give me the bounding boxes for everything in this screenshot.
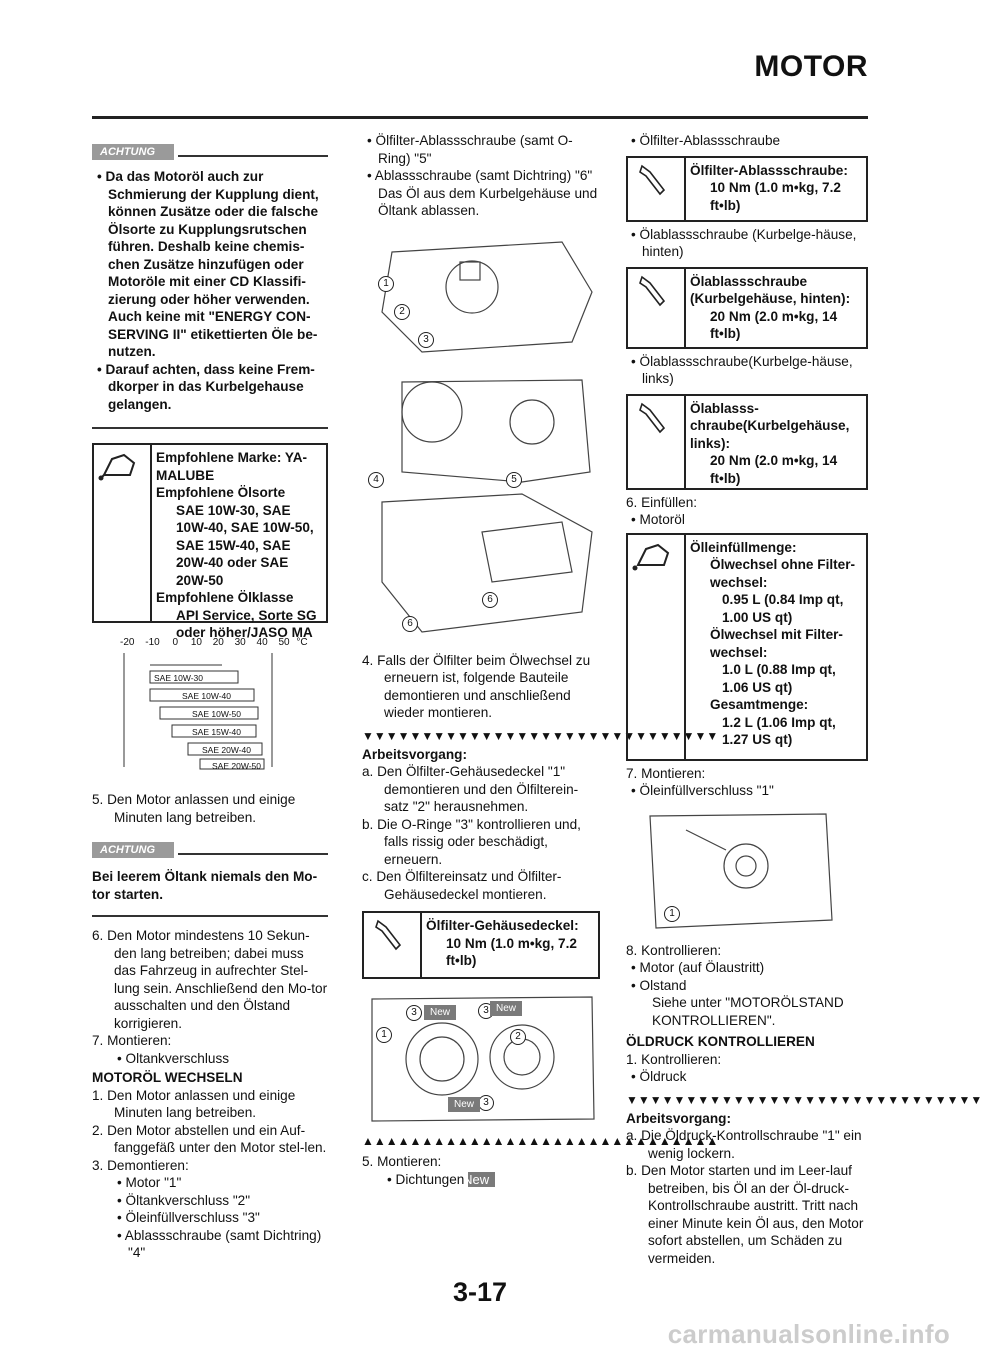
oil-can-icon [94, 445, 152, 621]
watermark: carmanualsonline.info [667, 1319, 950, 1349]
chart-ticks [120, 637, 308, 649]
tick-label: 50 [278, 637, 290, 648]
recommended-oil-box: Empfohlene Marke: YA-MALUBE Empfohlene Ölsorte SAE 10W-30, SAE 10W-40, SAE 10W-50, SAE 15W-40, SAE 20W-40 oder SAE 20W-50 Empfohlene Ölklasse API Service, Sorte SG oder höher/JASO MA [92, 443, 328, 623]
bar-label: SAE 20W-50 [212, 761, 261, 771]
section-heading: ÖLDRUCK KONTROLLIEREN [626, 1034, 815, 1049]
header-rule [92, 116, 868, 119]
tick-label: 20 [212, 637, 224, 648]
torque-box: Ölfilter-Gehäusedeckel: 10 Nm (1.0 m•kg, 7.2 ft•lb) [362, 911, 600, 979]
torque-box: Ölablassschraube (Kurbelgehäuse, hinten): 20 Nm (2.0 m•kg, 14 ft•lb) [626, 267, 868, 349]
tick-label: -10 [145, 637, 160, 648]
warning-header [92, 142, 328, 164]
tick-label: -20 [120, 637, 135, 648]
bar-label: SAE 10W-50 [192, 709, 241, 719]
warning-bullet: • Da das Motoröl auch zur Schmierung der Kupplung dient, können Zusätze oder die falsche Ölsorte zu Kupplungsrutschen führen. Deshalb keine chemis-chen Zusätze hinzufügen oder Motoröle mit einer CD Klassifi-zierung oder höher verwenden. Auch keine mit "ENERGY CON-SERVING II" etikettierten Öle be-nutzen. [97, 169, 319, 359]
warning-tag: ACHTUNG [92, 144, 174, 160]
warning-header [92, 840, 328, 862]
bar-label: SAE 15W-40 [192, 727, 241, 737]
step-1: 1. Den Motor anlassen und einige Minuten lang betreiben. [92, 1087, 296, 1120]
tick-label: 0 [172, 637, 179, 648]
step-7: 7. Montieren: [92, 1033, 172, 1048]
step-5: 5. Den Motor anlassen und einige Minuten lang betreiben. [92, 792, 296, 825]
torque-box: Ölfilter-Ablassschraube: 10 Nm (1.0 m•kg, 7.2 ft•lb) [626, 156, 868, 222]
torque-box: Ölablasss-chraube(Kurbelgehäuse, links): 20 Nm (2.0 m•kg, 14 ft•lb) [626, 394, 868, 490]
engine-drawing [362, 232, 600, 644]
step-6: 6. Den Motor mindestens 10 Sekun-den lang betreiben; dabei muss das Fahrzeug in aufrechter Stel-lung sein. Anschließend den Mo-tor ausschalten und den Ölstand korrigieren. [92, 928, 328, 1031]
procedure-start-marker: ▼▼▼▼▼▼▼▼▼▼▼▼▼▼▼▼▼▼▼▼▼▼▼▼▼▼▼▼▼▼ [626, 1092, 982, 1107]
column-2: • Ölfilter-Ablassschraube (samt O-Ring) "5" • Ablassschraube (samt Dichtring) "6" Das Öl aus dem Kurbelgehäuse und Öltank ablassen. 1 2 3 4 5 6 6 4. Falls der Ölfilter beim Ölwechsel zu erneuern ist, folgende Bauteile demontieren und anschließend wieder montieren. ▼▼▼▼▼▼▼▼▼▼▼▼▼▼▼▼▼▼▼▼▼▼▼▼▼▼▼▼▼▼ Arbeitsvorgang: a. Den Ölfilter-Gehäusedeckel "1" demontieren und den Ölfilterein-satz "2" herausnehmen. b. Die O-Ringe "3" kontrollieren und, falls rissig oder beschädigt, erneuern. c. Den Ölfiltereinsatz und Ölfilter-Gehäusedeckel montieren. Ölfilter-Gehäusedeckel: 10 Nm (1.0 m•kg, 7.2 ft•lb) 1 3 3 2 3 New New New ▲▲▲▲▲▲▲▲▲▲▲▲▲▲▲▲▲▲▲▲▲▲▲▲▲▲▲▲▲▲ 5. Montieren: • Dichtungen New [362, 133, 719, 1187]
wrench-icon [364, 913, 422, 977]
bar-label: SAE 10W-30 [154, 673, 203, 683]
wrench-icon [628, 396, 686, 488]
procedure-start-marker: ▼▼▼▼▼▼▼▼▼▼▼▼▼▼▼▼▼▼▼▼▼▼▼▼▼▼▼▼▼▼ [362, 728, 719, 743]
page-title: MOTOR [754, 50, 868, 83]
oil-filter-illustration: 1 3 3 2 3 New New New [362, 989, 600, 1129]
tick-label: 10 [190, 637, 202, 648]
bar-label: SAE 20W-40 [202, 745, 251, 755]
step-2: 2. Den Motor abstellen und ein Auf-fanggefäß unter den Motor stel-len. [92, 1122, 327, 1155]
tick-label: 30 [234, 637, 246, 648]
oil-filler-illustration: 1 [626, 810, 868, 934]
warning-text: Bei leerem Öltank niemals den Mo-tor starten. [92, 869, 318, 902]
oil-capacity-box: Ölleinfüllmenge: Ölwechsel ohne Filter-wechsel: 0.95 L (0.84 Imp qt, 1.00 US qt) Ölwechsel mit Filter-wechsel: 1.0 L (0.88 Imp qt, 1.06 US qt) Gesamtmenge: 1.2 L (1.06 Imp qt, 1.27 US qt) [626, 533, 868, 761]
column-3: • Ölfilter-Ablassschraube Ölfilter-Ablassschraube: 10 Nm (1.0 m•kg, 7.2 ft•lb) • Ölablassschraube (Kurbelge-häuse, hinten) Ölablassschraube (Kurbelgehäuse, hinten): 20 Nm (2.0 m•kg, 14 ft•lb) • Ölablassschraube(Kurbelge-häuse, links) Ölablasss-chraube(Kurbelgehäuse, links): 20 Nm (2.0 m•kg, 14 ft•lb) 6. Einfüllen: • Motoröl Ölleinfüllmenge: Ölwechsel ohne Filter-wechsel: 0.95 L (0.84 Imp qt, 1.00 US qt) Ölwechsel mit Filter-wechsel: 1.0 L (0.88 Imp qt, 1.06 US qt) Gesamtmenge: 1.2 L (1.06 Imp qt, 1.27 US qt) 7. Montieren: • Öleinfüllverschluss "1" 1 8. Kontrollieren: • Motor (auf Ölaustritt) • Olstand Siehe unter "MOTORÖLSTAND KONTROLLIEREN". ÖLDRUCK KONTROLLIEREN 1. Kontrollieren: • Öldruck ▼▼▼▼▼▼▼▼▼▼▼▼▼▼▼▼▼▼▼▼▼▼▼▼▼▼▼▼▼▼ Arbeitsvorgang: a. Die Öldruck-Kontrollschraube "1" ein wenig lockern. b. Den Motor starten und im Leer-lauf betreiben, bis Öl an der Öl-druck-Kontrollschraube austritt. Tritt nach einer Minute kein Öl aus, den Motor sofort abstellen, um Schäden zu vermeiden. [626, 133, 982, 1266]
tick-label: 40 [256, 637, 268, 648]
step-4: 4. Falls der Ölfilter beim Ölwechsel zu erneuern ist, folgende Bauteile demontieren und anschließend wieder montieren. [362, 652, 591, 720]
wrench-icon [628, 158, 686, 220]
page-number: 3-17 [452, 1277, 508, 1307]
column-1: ACHTUNG • Da das Motoröl auch zur Schmierung der Kupplung dient, können Zusätze oder die falsche Ölsorte zu Kupplungsrutschen führen. Deshalb keine chemis-chen Zusätze hinzufügen oder Motoröle mit einer CD Klassifi-zierung oder höher verwenden. Auch keine mit "ENERGY CON-SERVING II" etikettierten Öle be-nutzen. • Darauf achten, dass keine Frem-dkorper in das Kurbelgehause gelangen. Empfohlene Marke: YA-MALUBE Empfohlene Ölsorte SAE 10W-30, SAE 10W-40, SAE 10W-50, SAE 15W-40, SAE 20W-40 oder SAE 20W-50 Empfohlene Ölklasse API Service, Sorte SG oder höher/JASO MA -20 -10 0 10 20 30 40 50 °C SAE 10W-30 SAE 10W-40 SAE 10W-50 SAE 15W-40 SAE 20W-40 SAE 20W-50 5. Den Motor anlassen und einige Minuten lang betreiben. ACHTUNG Bei leerem Öltank niemals den Mo-tor starten. 6. Den Motor mindestens 10 Sekun-den lang betreiben; dabei muss das Fahrzeug in aufrechter Stel-lung sein. Anschließend den Mo-tor ausschalten und den Ölstand korrigieren. 7. Montieren: • Oltankverschluss MOTORÖL WECHSELN 1. Den Motor anlassen und einige Minuten lang betreiben. 2. Den Motor abstellen und ein Auf-fanggefäß unter den Motor stel-len. 3. Demontieren: • Motor "1" • Öltankverschluss "2" • Öleinfüllverschluss "3" • Ablassschraube (samt Dichtring) "4" [92, 142, 328, 1262]
bar-label: SAE 10W-40 [182, 691, 231, 701]
warning-bullet: • Darauf achten, dass keine Frem-dkorper in das Kurbelgehause gelangen. [97, 361, 315, 412]
viscosity-chart [92, 637, 328, 777]
procedure-end-marker: ▲▲▲▲▲▲▲▲▲▲▲▲▲▲▲▲▲▲▲▲▲▲▲▲▲▲▲▲▲▲ [362, 1134, 719, 1148]
wrench-icon [628, 269, 686, 347]
tick-label: °C [296, 637, 308, 648]
step-3: 3. Demontieren: [92, 1157, 189, 1173]
oil-can-icon [628, 535, 686, 759]
engine-illustrations: 1 2 3 4 5 6 6 [362, 232, 600, 644]
section-heading: MOTORÖL WECHSELN [92, 1070, 243, 1085]
new-badge: New [468, 1172, 495, 1187]
warning-tag: ACHTUNG [92, 842, 174, 858]
